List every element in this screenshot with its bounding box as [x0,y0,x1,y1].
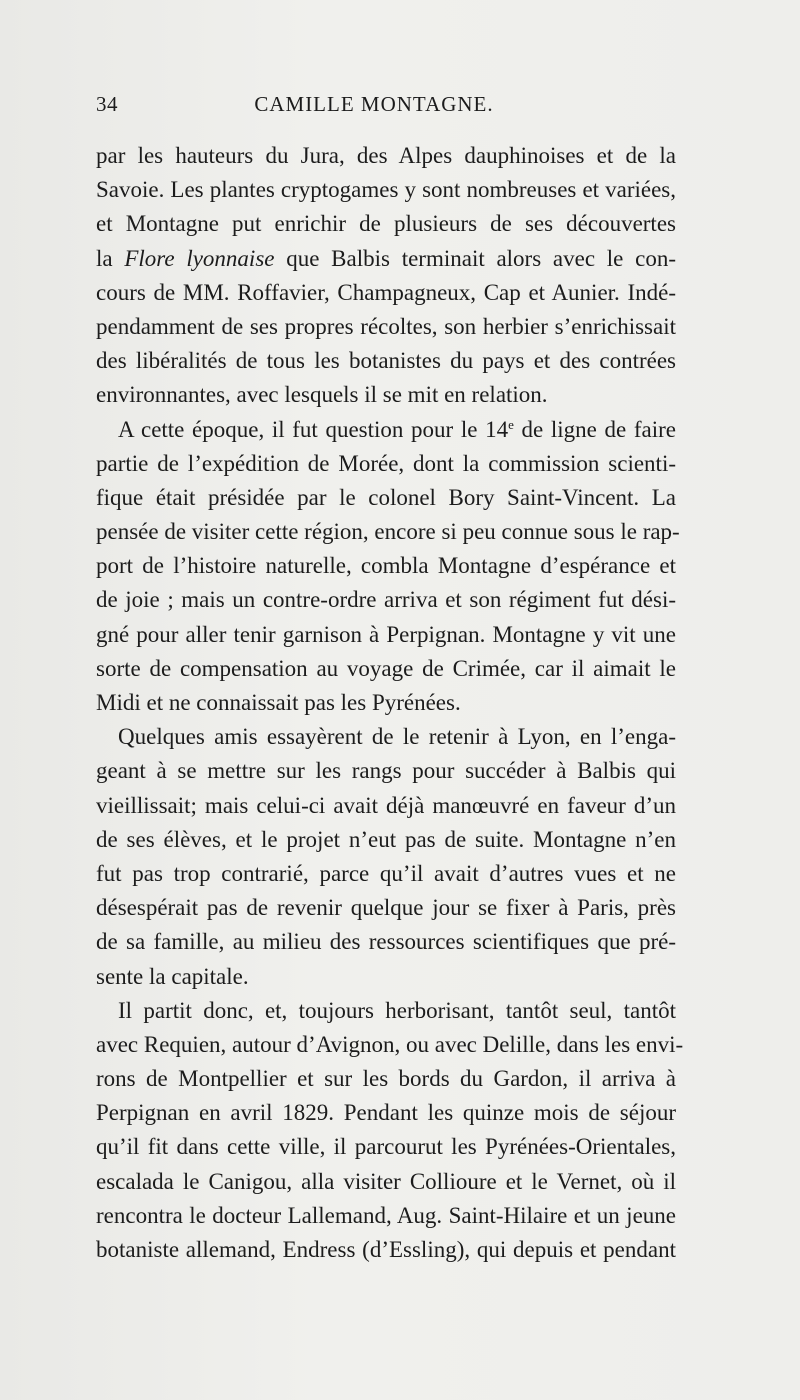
text-fragment: A cette époque, il fut question pour le 14 [118,416,509,442]
book-title-italic: Flore lyonnaise [124,245,275,271]
body-text [96,139,684,1267]
text-fragment: la [96,245,125,271]
text-line [96,413,676,447]
text-line: Il partit donc, et, toujours herborisant, tantôt seul, tantôt [118,997,676,1023]
ordinal-superscript: e [508,416,514,432]
text-line: port de l’histoire naturelle, combla Montagne d’espérance et [96,553,676,579]
text-line: de ses élèves, et le projet n’eut pas de suite. Montagne n’en [96,826,676,852]
text-line: rencontra le docteur Lallemand, Aug. Saint-Hilaire et un jeune [96,1202,676,1228]
text-line: sorte de compensation au voyage de Crimée, car il aimait le [96,655,676,681]
text-line: fut pas trop contrarié, parce qu’il avait d’autres vues et ne [96,860,676,886]
text-line: de joie ; mais un contre-ordre arriva et son régiment fut dési- [96,587,676,613]
text-line: pensée de visiter cette région, encore si peu connue sous le rap- [96,519,680,545]
text-line: avec Requien, autour d’Avignon, ou avec Delille, dans les envi- [96,1031,684,1057]
text-line: geant à se mettre sur les rangs pour succéder à Balbis qui [96,758,676,784]
text-line: des libéralités de tous les botanistes du pays et des contrées [96,348,676,374]
text-line: et Montagne put enrichir de plusieurs de ses découvertes [96,211,676,237]
text-fragment: que Balbis terminait alors avec le con- [274,245,676,271]
text-line: fique était présidée par le colonel Bory Saint-Vincent. La [96,484,676,510]
text-line: botaniste allemand, Endress (d’Essling), qui depuis et pendant [96,1237,676,1262]
text-line: escalada le Canigou, alla visiter Collioure et le Vernet, où il [96,1168,676,1194]
text-line: sente la capitale. [96,963,249,989]
text-line: Quelques amis essayèrent de le retenir à Lyon, en l’enga- [118,724,676,750]
text-fragment: de ligne de faire [513,416,676,442]
text-line: Savoie. Les plantes cryptogames y sont nombreuses et variées, [96,177,676,203]
text-line: désespérait pas de revenir quelque jour se fixer à Paris, près [96,895,676,921]
text-line: vieillissait; mais celui-ci avait déjà manœuvré en faveur d’un [96,792,676,818]
text-line: Perpignan en avril 1829. Pendant les quinze mois de séjour [96,1100,676,1126]
text-line: environnantes, avec lesquels il se mit en relation. [96,382,548,408]
text-line: par les hauteurs du Jura, des Alpes dauphinoises et de la [96,143,676,168]
text-line: partie de l’expédition de Morée, dont la commission scienti- [96,450,676,476]
text-line: gné pour aller tenir garnison à Perpignan. Montagne y vit une [96,621,676,647]
text-line: de sa famille, au milieu des ressources scientifiques que pré- [96,929,676,955]
text-line [96,242,676,276]
text-line: Midi et ne connaissait pas les Pyrénées. [96,690,461,715]
text-line: qu’il fit dans cette ville, il parcourut les Pyrénées-Orientales, [96,1134,676,1160]
text-line: rons de Montpellier et sur les bords du Gardon, il arriva à [96,1066,676,1092]
running-head [96,92,652,122]
text-line: pendamment de ses propres récoltes, son herbier s’enrichissait [96,313,676,339]
page-number: 34 [96,92,118,116]
text-line: cours de MM. Roffavier, Champagneux, Cap et Aunier. Indé- [96,279,676,305]
running-title: CAMILLE MONTAGNE. [254,92,494,116]
